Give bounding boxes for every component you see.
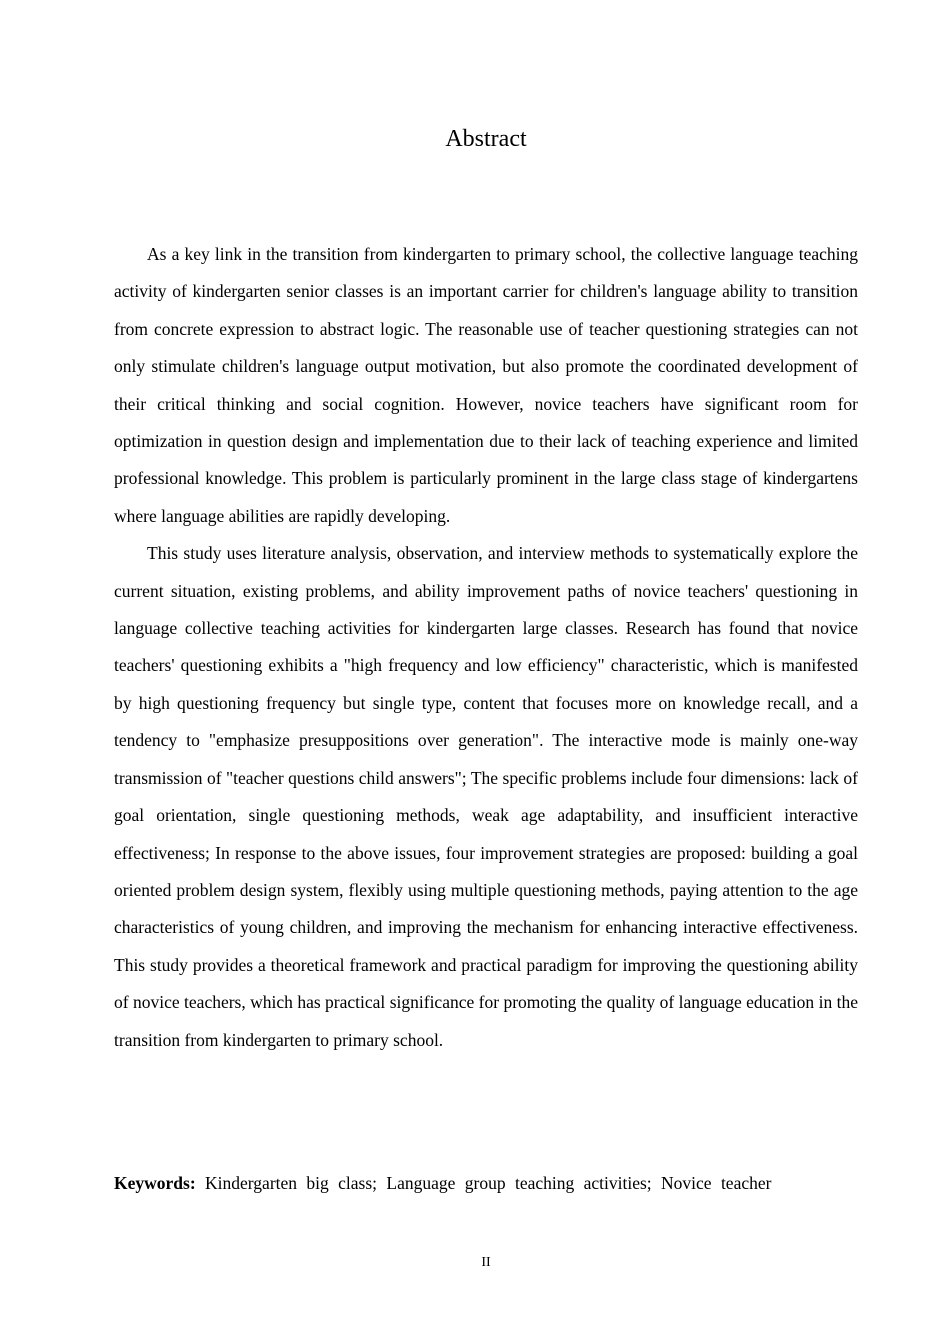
keywords-text: Kindergarten big class; Language group teaching activities; Novice teacher bbox=[205, 1173, 772, 1193]
keywords-label: Keywords: bbox=[114, 1173, 196, 1193]
abstract-paragraph-1: As a key link in the transition from kindergarten to primary school, the collective language teaching activity of kindergarten senior classes is an important carrier for children's language ability to transition from concrete expression to abstract logic. The reasonable use of teacher questioning strategies can not only stimulate children's language output motivation, but also promote the coordinated development of their critical thinking and social cognition. However, novice teachers have significant room for optimization in question design and implementation due to their lack of teaching experience and limited professional knowledge. This problem is particularly prominent in the large class stage of kindergartens where language abilities are rapidly developing. bbox=[114, 244, 858, 526]
abstract-body bbox=[114, 236, 858, 1059]
page-number: II bbox=[481, 1255, 491, 1270]
keywords-line bbox=[114, 1165, 858, 1202]
abstract-paragraph-2: This study uses literature analysis, observation, and interview methods to systematically explore the current situation, existing problems, and ability improvement paths of novice teachers' questioning in language collective teaching activities for kindergarten large classes. Research has found that novice teachers' questioning exhibits a "high frequency and low efficiency" characteristic, which is manifested by high questioning frequency but single type, content that focuses more on knowledge recall, and a tendency to "emphasize presuppositions over generation". The interactive mode is mainly one-way transmission of "teacher questions child answers"; The specific problems include four dimensions: lack of goal orientation, single questioning methods, weak age adaptability, and insufficient interactive effectiveness; In response to the above issues, four improvement strategies are proposed: building a goal oriented problem design system, flexibly using multiple questioning methods, paying attention to the age characteristics of young children, and improving the mechanism for enhancing interactive effectiveness. This study provides a theoretical framework and practical paradigm for improving the questioning ability of novice teachers, which has practical significance for promoting the quality of language education in the transition from kindergarten to primary school. bbox=[114, 543, 858, 1050]
abstract-title: Abstract bbox=[445, 126, 527, 152]
